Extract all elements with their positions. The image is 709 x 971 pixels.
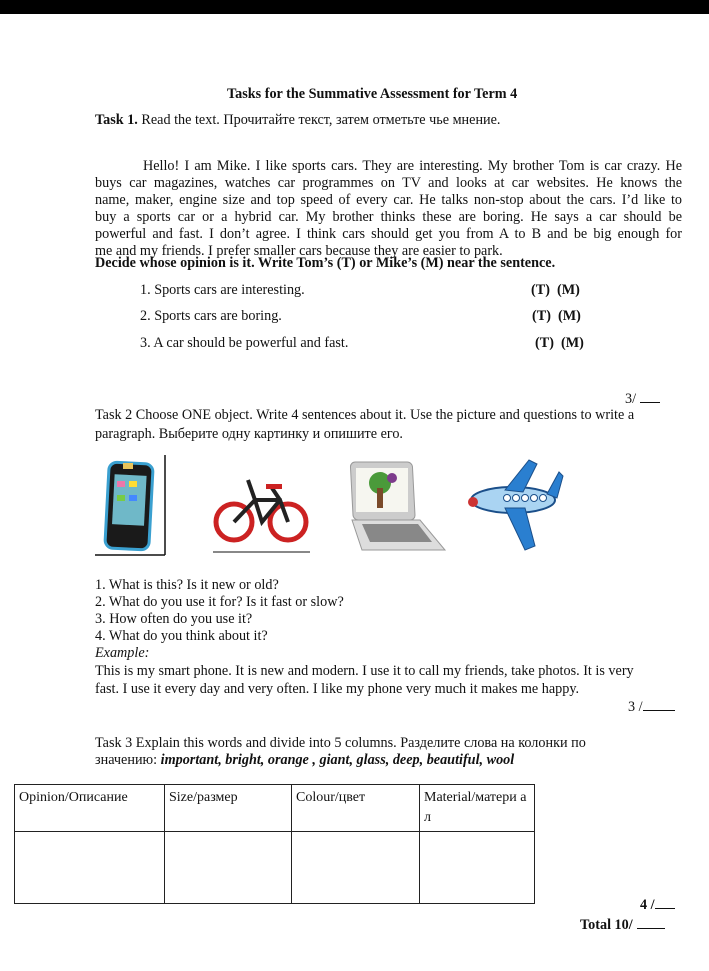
page-title: Tasks for the Summative Assessment for Term 4 bbox=[227, 86, 518, 102]
task3-words: important, bright, orange , giant, glass, deep, beautiful, wool bbox=[160, 752, 515, 768]
question: 4. What do you think about it? bbox=[95, 628, 268, 644]
task3-line2: значению: important, bright, orange , giant, glass, deep, beautiful, wool bbox=[95, 752, 515, 768]
task2-score: 3 / bbox=[628, 698, 675, 716]
item-text: 3. A car should be powerful and fast. bbox=[140, 335, 349, 351]
example-line: This is my smart phone. It is new and modern. I use it to call my friends, take photos. It is very bbox=[95, 663, 634, 679]
answer-cell[interactable] bbox=[420, 832, 535, 904]
task2-line1: Task 2 Choose ONE object. Write 4 sentences about it. Use the picture and questions to write a bbox=[95, 407, 635, 423]
text-line: powerful and fast. I don’t agree. I think cars should get you from A to B and be big enough for bbox=[95, 226, 682, 242]
question: 1. What is this? Is it new or old? bbox=[95, 577, 279, 593]
item-choices[interactable]: (T) (M) bbox=[532, 308, 581, 324]
task2-line2: paragraph. Выберите одну картинку и опишите его. bbox=[95, 426, 403, 442]
score-blank[interactable] bbox=[640, 390, 660, 403]
task1-question: Decide whose opinion is it. Write Tom’s (T) or Mike’s (M) near the sentence. bbox=[95, 255, 556, 271]
text-line: buys car magazines, watches car programmes on TV and looks at car websites. He knows the bbox=[95, 175, 682, 191]
text-line: buy a sports car or a hybrid car. My brother thinks these are boring. He says a car should be bbox=[95, 209, 682, 225]
total-score: Total 10/ bbox=[580, 916, 665, 934]
column-header: Colour/цвет bbox=[292, 785, 420, 832]
task1-score: 3/ bbox=[625, 390, 660, 408]
smartphone-picture[interactable] bbox=[95, 455, 170, 560]
example-label: Example: bbox=[95, 645, 150, 661]
question: 3. How often do you use it? bbox=[95, 611, 253, 627]
column-header: Size/размер bbox=[165, 785, 292, 832]
answer-cell[interactable] bbox=[15, 832, 165, 904]
item-choices[interactable]: (T) (M) bbox=[531, 282, 580, 298]
answer-cell[interactable] bbox=[165, 832, 292, 904]
answer-cell[interactable] bbox=[292, 832, 420, 904]
task3-score: 4 / bbox=[640, 896, 675, 914]
classification-table bbox=[14, 784, 535, 904]
task1-text bbox=[95, 158, 682, 260]
airplane-picture[interactable] bbox=[465, 458, 565, 558]
bicycle-picture[interactable] bbox=[210, 460, 315, 555]
example-line: fast. I use it every day and very often. I like my phone very much it makes me happy. bbox=[95, 681, 580, 697]
column-header: Opinion/Описание bbox=[15, 785, 165, 832]
column-header: Material/матери ал bbox=[420, 785, 535, 832]
score-blank[interactable] bbox=[655, 896, 675, 909]
task3-line1: Task 3 Explain this words and divide into 5 columns. Разделите слова на колонки по bbox=[95, 735, 586, 751]
score-blank[interactable] bbox=[643, 698, 675, 711]
task1-label: Task 1. bbox=[95, 112, 138, 128]
task1-heading bbox=[95, 112, 500, 129]
item-text: 2. Sports cars are boring. bbox=[140, 308, 282, 324]
laptop-picture[interactable] bbox=[340, 458, 450, 558]
text-line: Hello! I am Mike. I like sports cars. They are interesting. My brother Tom is car crazy. He bbox=[143, 158, 682, 174]
item-choices[interactable]: (T) (M) bbox=[535, 335, 584, 351]
top-bar bbox=[0, 0, 709, 14]
item-text: 1. Sports cars are interesting. bbox=[140, 282, 305, 298]
question: 2. What do you use it for? Is it fast or slow? bbox=[95, 594, 344, 610]
text-line: me and my friends. I prefer smaller cars because they are easier to park. bbox=[95, 243, 503, 259]
total-blank[interactable] bbox=[637, 916, 665, 929]
text-line: name, maker, engine size and top speed of every car. He talks non-stop about the cars. I’d like to bbox=[95, 192, 682, 208]
task1-instruction: Read the text. Прочитайте текст, затем отметьте чье мнение. bbox=[141, 112, 501, 128]
